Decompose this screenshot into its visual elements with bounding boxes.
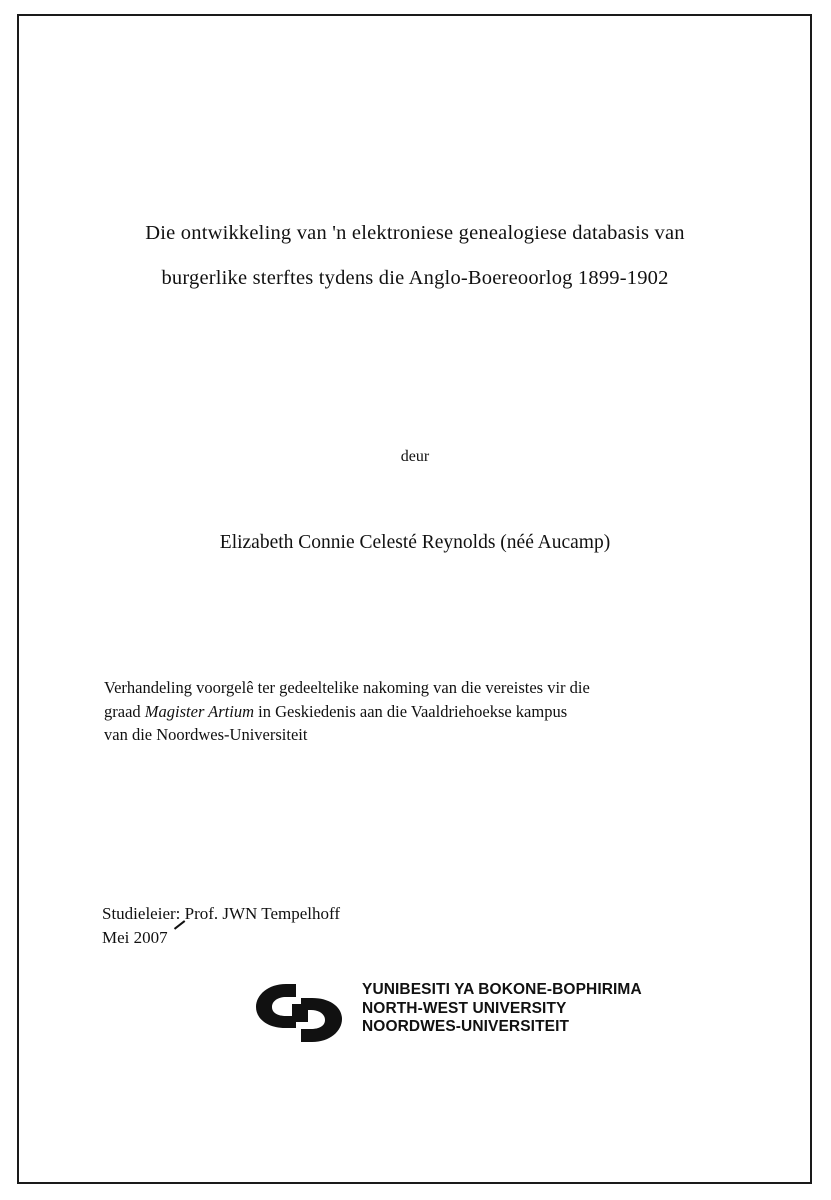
logo-line-2: NORTH-WEST UNIVERSITY (362, 999, 567, 1017)
document-title (100, 211, 730, 301)
statement-line-2 (104, 700, 718, 724)
university-logo (252, 976, 642, 1050)
title-line-1: Die ontwikkeling van 'n elektroniese genealogiese databasis van (145, 222, 685, 244)
degree-name: Magister Artium (144, 701, 255, 721)
page-content (100, 14, 730, 1184)
by-label: deur (400, 448, 430, 465)
logo-line-1: YUNIBESITI YA BOKONE-BOPHIRIMA (362, 981, 642, 998)
supervisor-block (102, 902, 602, 950)
date-text: Mei 2007 (102, 928, 168, 947)
logo-line-3: NOORDWES-UNIVERSITEIT (362, 1018, 570, 1035)
statement-line-1: Verhandeling voorgelê ter gedeeltelike nakoming van die vereistes vir die (104, 678, 590, 697)
statement-line-2-suffix: in Geskiedenis aan die Vaaldriehoekse kampus (254, 701, 568, 721)
logo-text-block (362, 981, 642, 1037)
date-line (102, 926, 602, 950)
statement-line-3: van die Noordwes-Universiteit (104, 725, 308, 744)
nwu-logo-icon (252, 980, 364, 1046)
statement-line-2-prefix: graad (104, 701, 145, 721)
title-line-2: burgerlike sterftes tydens die Anglo-Boereoorlog 1899-1902 (161, 267, 669, 289)
supervisor-line: Studieleier: Prof. JWN Tempelhoff (102, 904, 341, 923)
author-name: Elizabeth Connie Celesté Reynolds (néé Aucamp) (219, 532, 611, 553)
degree-statement (104, 676, 718, 747)
